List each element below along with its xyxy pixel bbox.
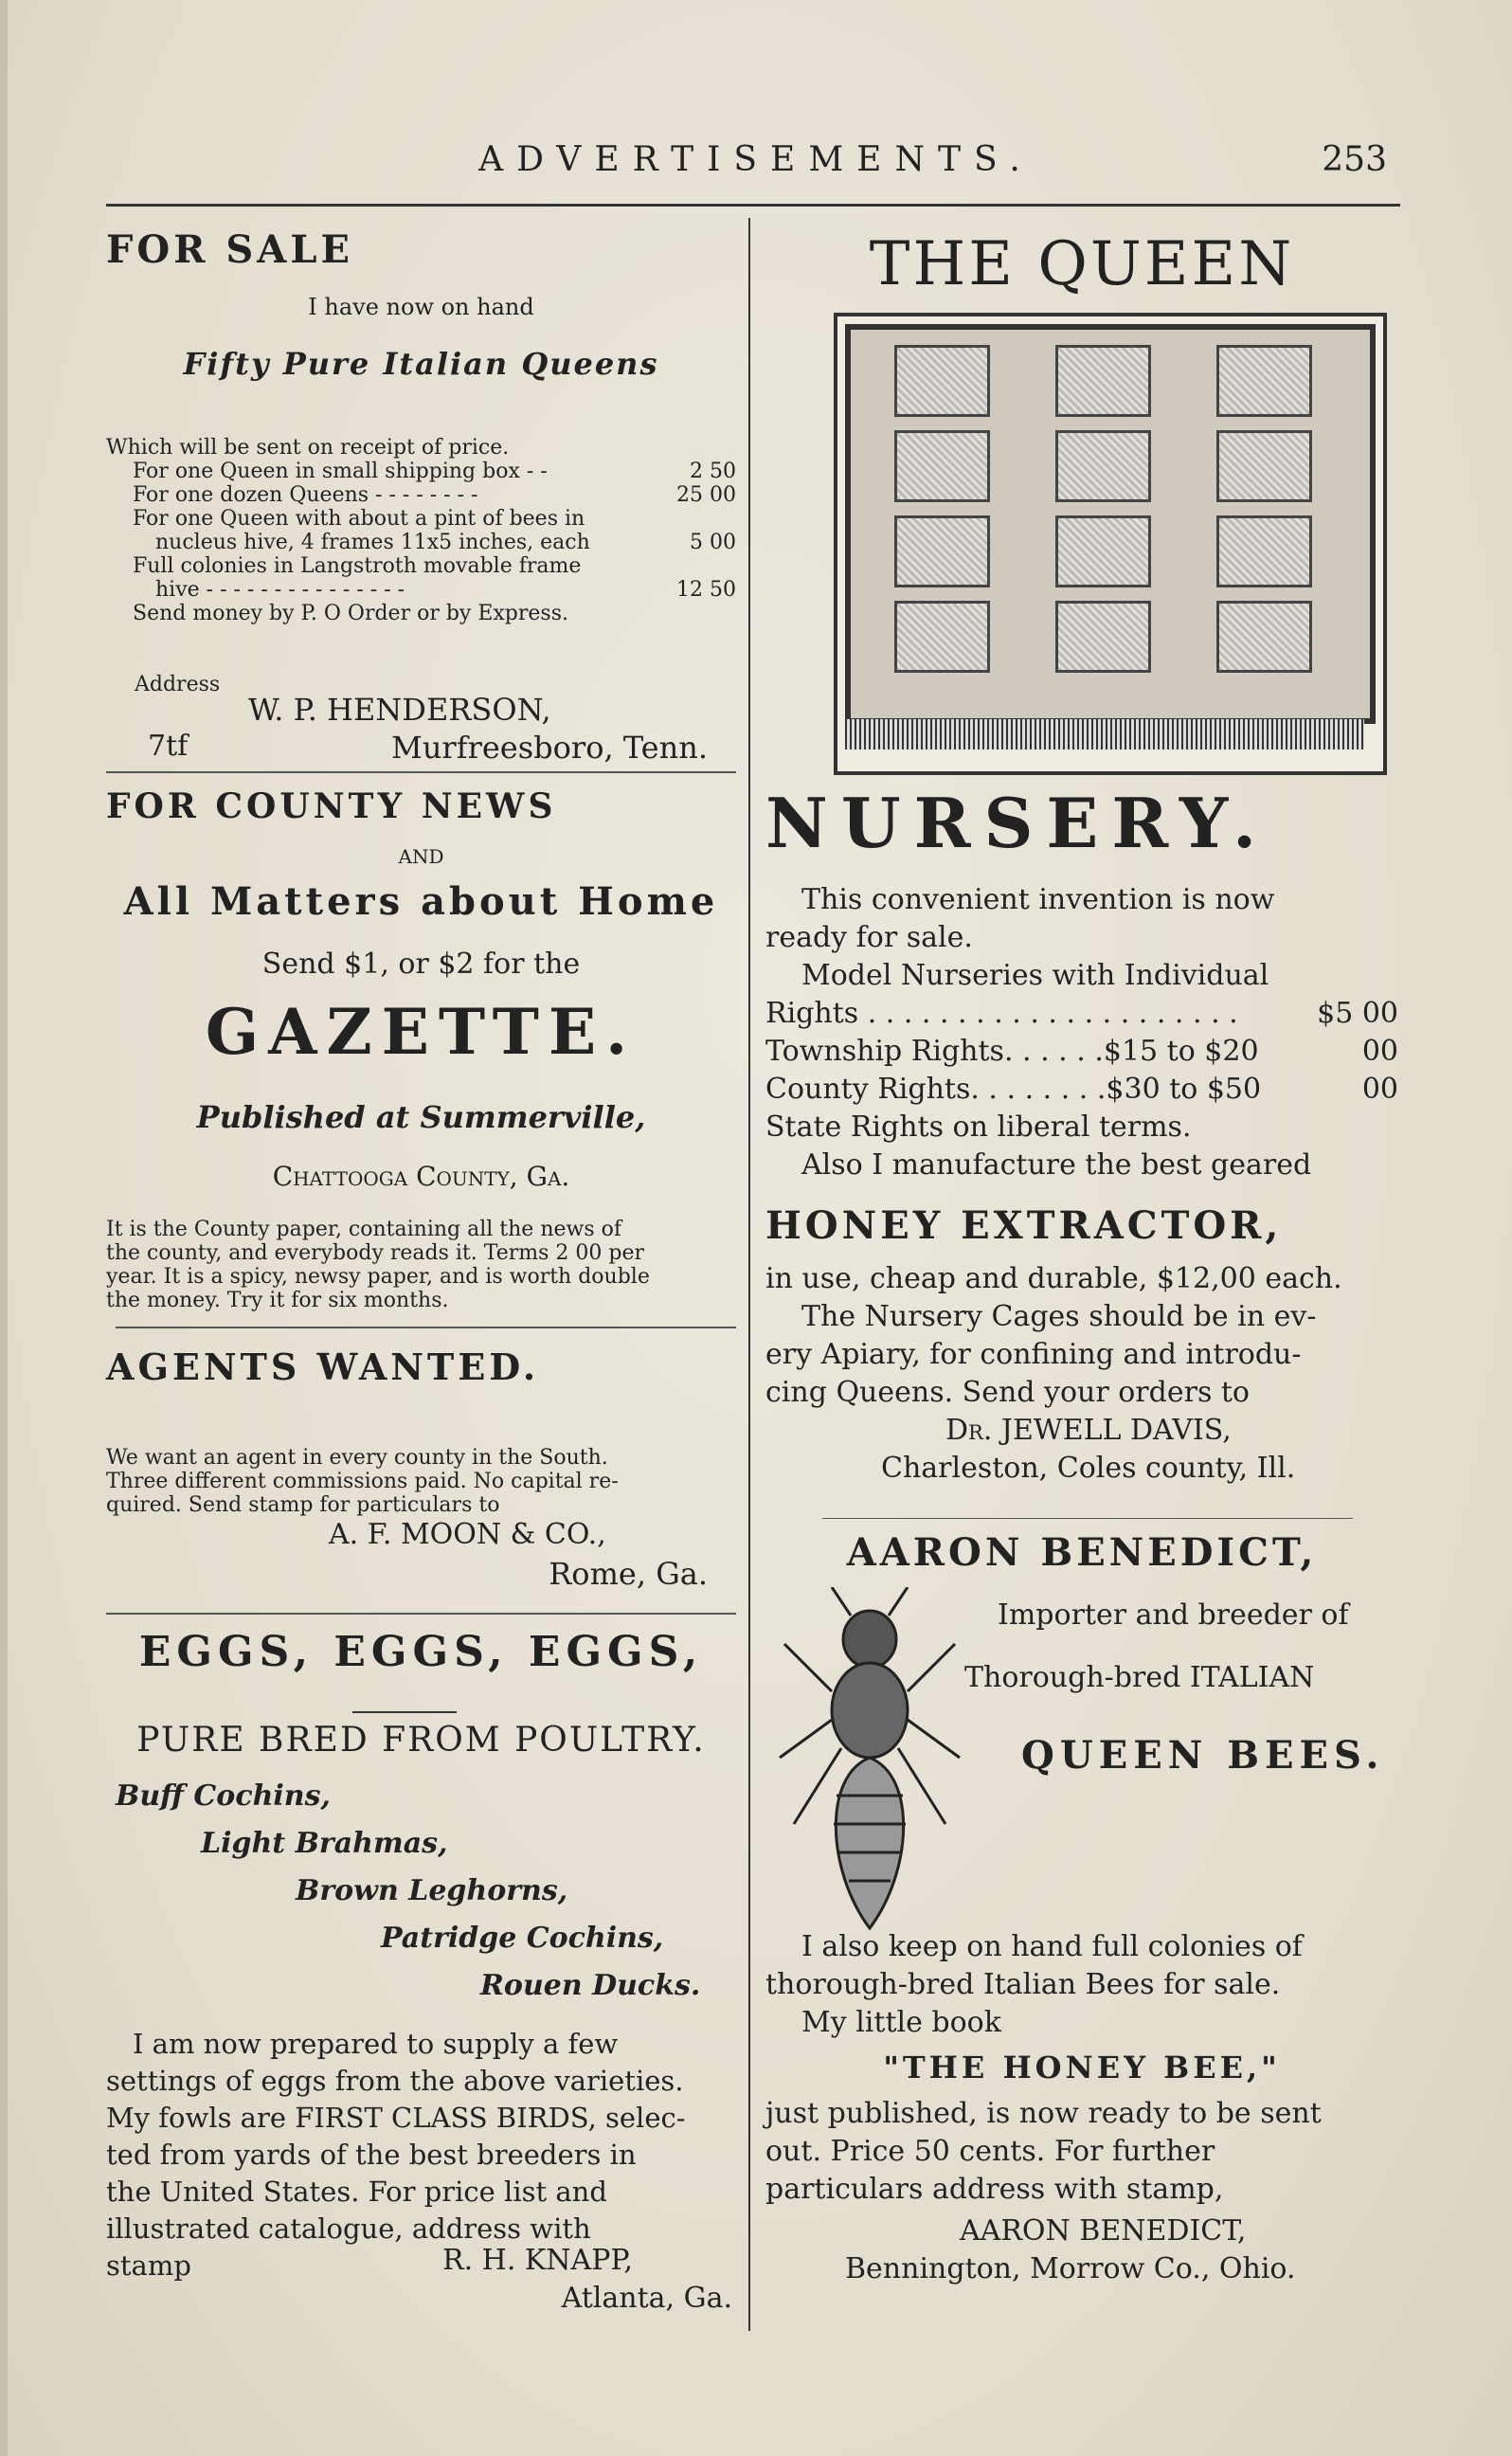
for-sale-intro: I have now on hand [308, 294, 534, 320]
benedict-body-2 [765, 2095, 1398, 2209]
poultry-body [106, 2026, 736, 2248]
price-row-price: 00 [1361, 1035, 1398, 1068]
body-line: thorough-bred Italian Bees for sale. [765, 1968, 1281, 2001]
bee-thorax [832, 1663, 908, 1758]
price-row-price: 00 [1361, 1073, 1398, 1106]
eggs-banner: EGGS, EGGS, EGGS, [138, 1628, 704, 1676]
price-list [106, 460, 736, 625]
body-line: out. Price 50 cents. For further [765, 2135, 1215, 2168]
benedict-line-1: Importer and breeder of [998, 1598, 1349, 1632]
nursery-name: Dr. JEWELL DAVIS, [945, 1414, 1232, 1447]
poultry-name: R. H. KNAPP, [442, 2244, 634, 2277]
price-row-price: $5 00 [1317, 997, 1398, 1030]
body-line: We want an agent in every county in the South. [106, 1446, 608, 1470]
ad-code: 7tf [148, 730, 189, 763]
body-line: cing Queens. Send your orders to [765, 1376, 1250, 1409]
cage-panel [1216, 430, 1312, 502]
nursery-illustration [834, 313, 1387, 775]
cage-panel [894, 430, 990, 502]
queen-title: THE QUEEN [869, 229, 1295, 299]
price-row-label: Township Rights. . . . . .$15 to $20 [765, 1035, 1259, 1068]
benedict-heading: AARON BENEDICT, [846, 1530, 1318, 1575]
breed-item: Light Brahmas, [201, 1827, 448, 1860]
price-row-label: Rights . . . . . . . . . . . . . . . . . . . . . [765, 997, 1238, 1030]
body-line: particulars address with stamp, [765, 2173, 1224, 2206]
agent-city: Rome, Ga. [549, 1556, 708, 1592]
cage-panel [894, 515, 990, 587]
price-row [765, 957, 1398, 995]
body-line: My little book [801, 2006, 1001, 2039]
page-number: 253 [1322, 140, 1387, 179]
price-row [765, 1033, 1398, 1071]
body-line: the money. Try it for six months. [106, 1289, 449, 1312]
county-news-body [106, 1218, 736, 1312]
queen-bees-banner: QUEEN BEES. [1021, 1733, 1385, 1778]
benedict-ad [765, 1530, 1398, 2326]
price-item-label: nucleus hive, 4 frames 11x5 inches, each [155, 531, 590, 554]
body-line: My fowls are FIRST CLASS BIRDS, selec- [106, 2102, 686, 2134]
body-line: ready for sale. [765, 921, 973, 954]
price-item-label: For one Queen in small shipping box - - [133, 460, 548, 483]
page-spine [0, 0, 8, 2456]
price-row [765, 1071, 1398, 1109]
ad-separator [822, 1518, 1353, 1519]
body-line: quired. Send stamp for particulars to [106, 1493, 500, 1517]
price-row-label: State Rights on liberal terms. [765, 1111, 1192, 1144]
price-item [106, 483, 736, 507]
queen-bee-illustration [775, 1587, 964, 1938]
breed-item: Patridge Cochins, [381, 1922, 664, 1955]
cage-panel [1055, 345, 1151, 417]
for-sale-ad [106, 227, 736, 777]
cage-panel [1216, 515, 1312, 587]
county-line: Chattooga County, Ga. [272, 1161, 570, 1192]
price-item [106, 578, 736, 602]
body-line: ted from yards of the best breeders in [106, 2139, 637, 2171]
benedict-body [765, 1928, 1398, 2042]
ad-separator [106, 1613, 736, 1615]
price-row [765, 995, 1398, 1033]
poultry-ad [106, 1628, 736, 2348]
price-item-price: 5 00 [690, 531, 736, 554]
body-line: year. It is a spicy, newsy paper, and is worth double [106, 1265, 650, 1289]
agent-company: A. F. MOON & CO., [329, 1518, 606, 1551]
price-row-label: County Rights. . . . . . . .$30 to $50 [765, 1073, 1262, 1106]
price-item-price: 25 00 [676, 483, 736, 507]
county-news-heading: FOR COUNTY NEWS [106, 786, 557, 826]
body-line: settings of eggs from the above varieties. [106, 2065, 684, 2097]
breed-item: Rouen Ducks. [480, 1969, 701, 2002]
advertiser-name: W. P. HENDERSON, [248, 692, 551, 728]
for-sale-headline: Fifty Pure Italian Queens [183, 346, 659, 382]
extractor-heading: HONEY EXTRACTOR, [765, 1203, 1283, 1248]
price-item [106, 531, 736, 554]
body-line: illustrated catalogue, address with [106, 2212, 591, 2245]
body-line: It is the County paper, containing all the news of [106, 1218, 622, 1241]
price-item-label: For one dozen Queens - - - - - - - - [133, 483, 478, 507]
body-line: Three different commissions paid. No capital re- [106, 1470, 619, 1493]
body-line: just published, is now ready to be sent [765, 2097, 1322, 2130]
nursery-base [845, 719, 1364, 749]
body-line: Also I manufacture the best geared [801, 1148, 1312, 1182]
ad-separator [106, 771, 736, 773]
running-title: ADVERTISEMENTS. [478, 140, 1034, 179]
price-item-price: 12 50 [676, 578, 736, 602]
body-line: I also keep on hand full colonies of [801, 1930, 1303, 1963]
book-title: "THE HONEY BEE," [883, 2050, 1281, 2086]
benedict-city: Bennington, Morrow Co., Ohio. [845, 2252, 1296, 2285]
nursery-city: Charleston, Coles county, Ill. [881, 1452, 1296, 1485]
advertiser-city: Murfreesboro, Tenn. [391, 730, 708, 766]
body-line: the county, and everybody reads it. Terms 2 00 per [106, 1241, 644, 1265]
address-label: Address [135, 673, 221, 696]
nursery-body [765, 881, 1398, 1184]
bee-head [843, 1611, 896, 1668]
agents-body [106, 1446, 736, 1517]
price-row [765, 1109, 1398, 1147]
for-sale-lead: Which will be sent on receipt of price. [106, 436, 510, 460]
gazette-title: GAZETTE. [205, 995, 638, 1069]
cage-panel [1055, 515, 1151, 587]
matters-headline: All Matters about Home [123, 879, 719, 924]
bee-abdomen [836, 1758, 903, 1928]
queen-nursery-ad [765, 218, 1398, 1485]
price-item [106, 554, 736, 578]
body-line: I am now prepared to supply a few [133, 2028, 619, 2060]
poultry-stamp: stamp [106, 2249, 191, 2282]
short-rule [352, 1711, 457, 1713]
body-line: This convenient invention is now [801, 883, 1275, 916]
nursery-body-2 [765, 1260, 1398, 1412]
price-item [106, 507, 736, 531]
ad-separator [116, 1327, 736, 1328]
cage-panel [894, 345, 990, 417]
cage-panel [1055, 601, 1151, 673]
body-line: the United States. For price list and [106, 2176, 607, 2208]
body-line: in use, cheap and durable, $12,00 each. [765, 1262, 1342, 1295]
cage-panel [1055, 430, 1151, 502]
page-header [0, 140, 1512, 188]
payment-note: Send money by P. O Order or by Express. [133, 602, 569, 625]
benedict-line-2: Thorough-bred ITALIAN [964, 1661, 1315, 1694]
agents-heading: AGENTS WANTED. [106, 1345, 540, 1388]
for-sale-heading: FOR SALE [106, 227, 353, 272]
price-item-label: For one Queen with about a pint of bees in [133, 507, 585, 531]
and-text: AND [398, 845, 444, 868]
breed-item: Brown Leghorns, [296, 1874, 568, 1907]
send-line: Send $1, or $2 for the [261, 948, 581, 981]
price-row-label: Model Nurseries with Individual [801, 959, 1269, 992]
cage-panel [1216, 345, 1312, 417]
cage-panel [1216, 601, 1312, 673]
published-line: Published at Summerville, [196, 1099, 646, 1135]
body-line: ery Apiary, for confining and introdu- [765, 1338, 1302, 1371]
breed-item: Buff Cochins, [116, 1779, 331, 1813]
price-item-label: Full colonies in Langstroth movable frame [133, 554, 582, 578]
poultry-heading: PURE BRED FROM POULTRY. [136, 1721, 706, 1760]
price-item [106, 460, 736, 483]
nursery-heading: NURSERY. [765, 783, 1270, 863]
benedict-name: AARON BENEDICT, [960, 2214, 1247, 2248]
price-item-price: 2 50 [690, 460, 736, 483]
body-line: The Nursery Cages should be in ev- [801, 1300, 1317, 1333]
header-rule [106, 204, 1400, 207]
cage-panel [894, 601, 990, 673]
poultry-city: Atlanta, Ga. [561, 2282, 732, 2315]
column-divider [748, 218, 750, 2331]
price-item-label: hive - - - - - - - - - - - - - - - [155, 578, 405, 602]
